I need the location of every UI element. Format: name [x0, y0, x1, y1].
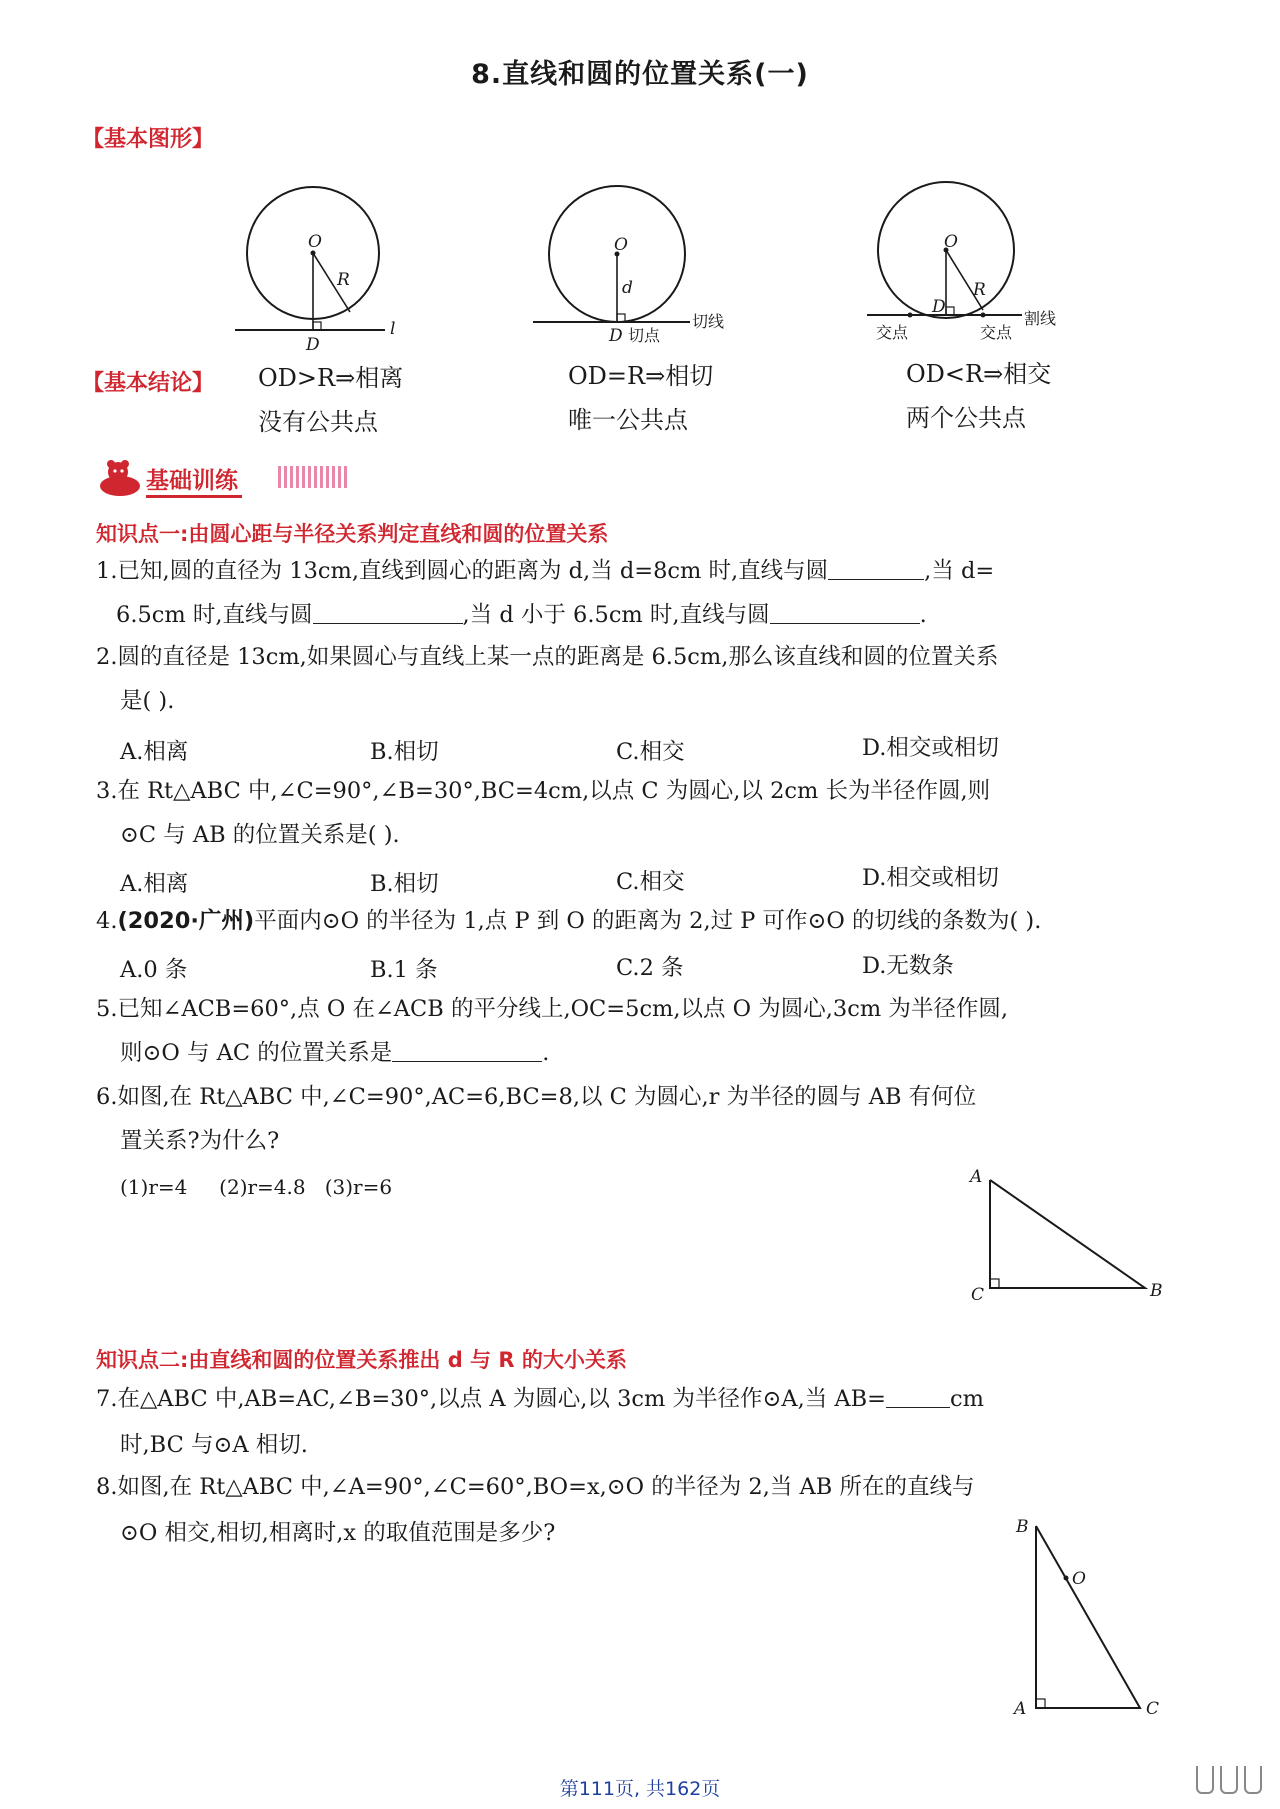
fig1-label-o: O [308, 232, 322, 252]
question-7-line-1: 7.在△ABC 中,AB=AC,∠B=30°,以点 A 为圆心,以 3cm 为半径作⊙A,当 AB= cm [96, 1386, 984, 1412]
q4-option-b[interactable]: B.1 条 [370, 957, 438, 983]
question-6-parts: (1)r=4 (2)r=4.8 (3)r=6 [120, 1175, 393, 1199]
conclusion-relation: OD=R⇒相切 [568, 362, 714, 390]
question-7-line-2: 时,BC 与⊙A 相切. [120, 1432, 308, 1458]
q8-label-b: B [1016, 1517, 1029, 1537]
q3-option-a[interactable]: A.相离 [120, 871, 189, 897]
q2-option-c[interactable]: C.相交 [616, 739, 685, 765]
answer-blank[interactable] [313, 601, 463, 624]
answer-blank[interactable] [770, 601, 920, 624]
question-3-line-1: 3.在 Rt△ABC 中,∠C=90°,∠B=30°,BC=4cm,以点 C 为圆心,以 2cm 长为半径作圆,则 [96, 778, 991, 804]
question-1-line-1: 1.已知,圆的直径为 13cm,直线到圆心的距离为 d,当 d=8cm 时,直线与圆 ,当 d= [96, 558, 995, 584]
q8-label-a: A [1014, 1699, 1027, 1719]
q2-option-b[interactable]: B.相切 [370, 739, 439, 765]
page-title: 8.直线和圆的位置关系(一) [471, 59, 809, 90]
question-8-line-1: 8.如图,在 Rt△ABC 中,∠A=90°,∠C=60°,BO=x,⊙O 的半径为 2,当 AB 所在的直线与 [96, 1474, 975, 1500]
question-1-line-2: 6.5cm 时,直线与圆 ,当 d 小于 6.5cm 时,直线与圆 . [116, 602, 927, 628]
q4-option-d[interactable]: D.无数条 [862, 953, 954, 979]
question-4: 4.(2020·广州)平面内⊙O 的半径为 1,点 P 到 O 的距离为 2,过 P 可作⊙O 的切线的条数为( ). [96, 908, 1042, 934]
q6-label-c: C [971, 1285, 985, 1305]
q3-option-d[interactable]: D.相交或相切 [862, 865, 999, 891]
viewer-controls[interactable] [1190, 1766, 1262, 1798]
question-2-line-1: 2.圆的直径是 13cm,如果圆心与直线上某一点的距离是 6.5cm,那么该直线和圆的位置关系 [96, 644, 999, 670]
q3-option-c[interactable]: C.相交 [616, 869, 685, 895]
q8-triangle-figure [1000, 1516, 1180, 1726]
conclusion-relation: OD>R⇒相离 [258, 364, 404, 392]
conclusion-separate [258, 356, 403, 444]
q6-triangle-figure [960, 1160, 1180, 1310]
q3-option-b[interactable]: B.相切 [370, 871, 439, 897]
conclusion-tangent [568, 354, 713, 442]
viewer-control-icon[interactable] [1196, 1766, 1214, 1794]
answer-blank[interactable] [392, 1039, 542, 1062]
fig1-label-r: R [337, 270, 350, 290]
fig2-label-d: d [622, 278, 633, 298]
viewer-control-icon[interactable] [1244, 1766, 1262, 1794]
question-6-line-1: 6.如图,在 Rt△ABC 中,∠C=90°,AC=6,BC=8,以 C 为圆心,r 为半径的圆与 AB 有何位 [96, 1084, 977, 1110]
fig2-label-tangent-line: 切线 [692, 312, 725, 331]
fig3-label-o: O [944, 232, 958, 252]
conclusion-relation: OD<R⇒相交 [906, 360, 1052, 388]
conclusion-points: 没有公共点 [258, 408, 378, 436]
q4-option-c[interactable]: C.2 条 [616, 955, 684, 981]
question-5-line-2: 则⊙O 与 AC 的位置关系是 . [120, 1040, 550, 1066]
q6-label-a: A [970, 1167, 983, 1187]
q6-label-b: B [1150, 1281, 1163, 1301]
question-8-line-2: ⊙O 相交,相切,相离时,x 的取值范围是多少? [120, 1520, 556, 1546]
fig3-label-intersect-left: 交点 [876, 323, 909, 342]
viewer-control-icon[interactable] [1220, 1766, 1238, 1794]
basic-figures [0, 160, 1280, 360]
bear-mascot-icon [98, 458, 144, 498]
answer-blank[interactable] [886, 1385, 950, 1408]
fig2-label-tangent-point: 切点 [628, 326, 661, 345]
knowledge-point-2: 知识点二:由直线和圆的位置关系推出 d 与 R 的大小关系 [96, 1348, 627, 1372]
fig1-label-l: l [390, 319, 396, 339]
figure-separate [235, 187, 395, 355]
question-3-line-2: ⊙C 与 AB 的位置关系是( ). [120, 822, 400, 848]
question-6-line-2: 置关系?为什么? [120, 1128, 280, 1154]
q8-label-o: O [1072, 1569, 1086, 1589]
figure-secant [867, 182, 1056, 342]
fig2-label-D: D [609, 326, 623, 346]
q8-label-c: C [1146, 1699, 1160, 1719]
q4-option-a[interactable]: A.0 条 [120, 957, 188, 983]
section-banner [98, 458, 358, 498]
fig2-label-o: O [614, 235, 628, 255]
page-indicator: 第111页, 共162页 [559, 1778, 721, 1800]
basic-figures-tag: 【基本图形】 [82, 127, 215, 152]
q2-option-a[interactable]: A.相离 [120, 739, 189, 765]
conclusion-intersect [906, 352, 1051, 440]
figure-tangent [533, 186, 724, 346]
fig3-label-intersect-right: 交点 [980, 323, 1013, 342]
q2-option-d[interactable]: D.相交或相切 [862, 735, 999, 761]
section-banner-text: 基础训练 [146, 462, 242, 498]
fig1-label-d: D [306, 335, 320, 355]
answer-blank[interactable] [828, 557, 924, 580]
banner-stripes [278, 466, 350, 488]
question-2-line-2: 是( ). [120, 688, 175, 714]
question-4-source: (2020·广州) [117, 908, 255, 934]
question-5-line-1: 5.已知∠ACB=60°,点 O 在∠ACB 的平分线上,OC=5cm,以点 O 为圆心,3cm 为半径作圆, [96, 996, 1008, 1022]
fig3-label-secant: 割线 [1024, 309, 1057, 328]
conclusion-points: 两个公共点 [906, 404, 1026, 432]
conclusion-points: 唯一公共点 [568, 406, 688, 434]
fig3-label-d: D [932, 297, 946, 317]
knowledge-point-1: 知识点一:由圆心距与半径关系判定直线和圆的位置关系 [96, 522, 609, 546]
fig3-label-r: R [973, 280, 986, 300]
basic-conclusions-tag: 【基本结论】 [82, 371, 215, 396]
